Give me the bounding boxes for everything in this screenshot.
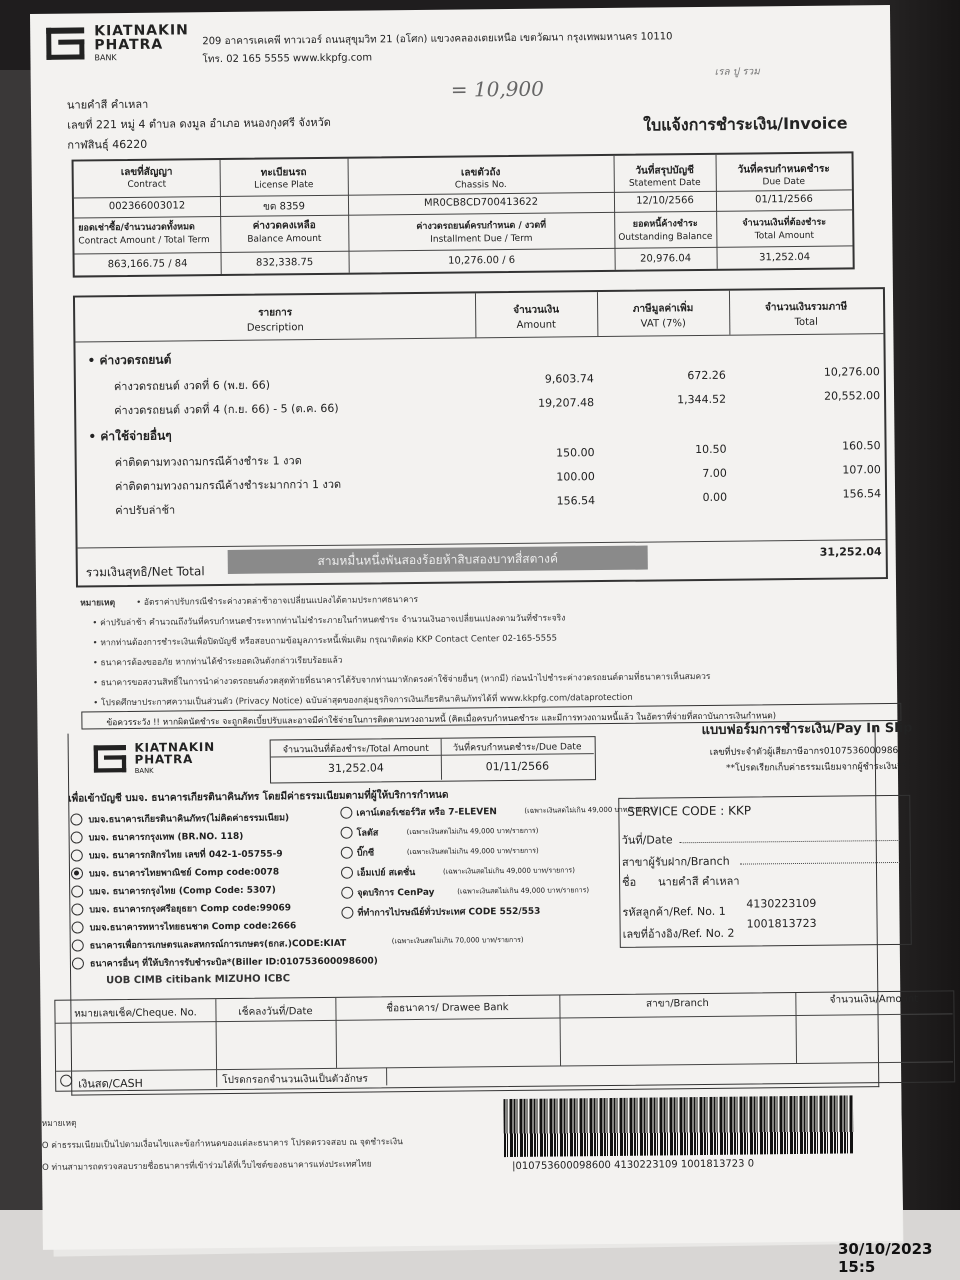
slip-due-date: 01/11/2566: [485, 759, 550, 774]
group-installments: • ค่างวดรถยนต์: [87, 352, 172, 368]
item-vat: 10.50: [695, 442, 727, 457]
header-chassis-th: เลขตัวถัง: [460, 167, 501, 179]
bank-option-label: บมจ.ธนาคารเกียรตินาคินภัทร(ไม่คิดค่าธรรมเนียม): [88, 813, 290, 826]
customer-name: นายคำสี คำเหลา: [66, 97, 149, 112]
item-amount: 150.00: [556, 446, 595, 460]
header-statement-th: วันที่สรุปบัญชี: [635, 165, 694, 177]
slip-tax-id: เลขที่ประจำตัวผู้เสียภาษีอากร0107536000986: [709, 745, 899, 758]
installment-due: 10,276.00 / 6: [448, 254, 516, 267]
summary-table: [72, 151, 855, 277]
items-table: [73, 287, 888, 587]
header-total-col-en: Total: [794, 316, 819, 329]
radio-bank[interactable]: [71, 831, 83, 843]
header-amount: จำนวนเงิน/Amount: [829, 993, 919, 1006]
item-amount: 9,603.74: [544, 372, 594, 386]
baac-limit-note: (เฉพาะเงินสดไม่เกิน 70,000 บาท/รายการ): [391, 935, 524, 946]
radio-bank[interactable]: [72, 957, 84, 969]
header-total-th: จำนวนเงินที่ต้องชำระ: [742, 217, 827, 229]
header-drawee-bank: ชื่อธนาคาร/ Drawee Bank: [386, 1002, 509, 1015]
item-description: ค่างวดรถยนต์ งวดที่ 4 (ก.ย. 66) - 5 (ต.ค. 66): [114, 401, 339, 418]
item-vat: 672.26: [687, 368, 726, 383]
radio-service[interactable]: [341, 907, 353, 919]
customer-address-2: กาฬสินธุ์ 46220: [67, 137, 148, 152]
radio-service[interactable]: [341, 847, 353, 859]
header-contract-en: Contract: [127, 179, 167, 190]
warning-box: ข้อควรระวัง !! หากผิดนัดชำระ จะถูกคิดเบี้ยปรับและอาจมีค่าใช้จ่ายในการติดตามทวงถามหนี้ (คิดเมื่อครบกำหนดชำระ และมีการทวงถามหนี้แล้ว ในอัตราที่จ่ายที่สถาบันการเงินกำหนด): [81, 703, 901, 730]
barcode-text: |010753600098600 4130223109 1001813723 0: [512, 1158, 755, 1173]
header-balance-th: ค่างวดคงเหลือ: [252, 220, 316, 232]
service-limit-note: (เฉพาะเงินสดไม่เกิน 49,000 บาท/รายการ): [406, 826, 539, 837]
header-vat-th: ภาษีมูลค่าเพิ่ม: [632, 303, 694, 315]
license-plate: ขต 8359: [262, 201, 306, 213]
header-amount-col-en: Amount: [516, 319, 556, 331]
item-total: 107.00: [842, 463, 881, 477]
item-total: 10,276.00: [823, 365, 880, 379]
item-description: ค่าติดตามทวงถามกรณีค้างชำระมากกว่า 1 งวด: [114, 477, 342, 494]
amount-in-words-label: โปรดกรอกจำนวนเงินเป็นตัวอักษร: [222, 1073, 368, 1087]
header-amount-col-th: จำนวนเงิน: [513, 304, 560, 316]
bank-option-label: บมจ. ธนาคารกรุงเทพ (BR.NO. 118): [88, 831, 244, 844]
service-code-box: [618, 795, 912, 948]
footer-note: O ท่านสามารถตรวจสอบรายชื่อธนาคารที่เข้าร่วมได้ที่เว็บไซต์ของธนาคารแห่งประเทศไทย: [42, 1159, 372, 1173]
header-installment-en: Installment Due / Term: [430, 233, 533, 245]
bank-address: 209 อาคารเคเคพี ทาวเวอร์ ถนนสุขุมวิท 21 (อโศก) แขวงคลองเตยเหนือ เขตวัฒนา กรุงเทพมหานคร 10110: [202, 31, 673, 48]
header-amount-th: ยอดเช่าซื้อ/จำนวนงวดทั้งหมด: [78, 222, 195, 234]
statement-date: 12/10/2566: [636, 195, 694, 207]
header-outstanding-th: ยอดหนี้ค้างชำระ: [632, 219, 698, 230]
bank-option-label: บมจ. ธนาคารกรุงศรีอยุธยา Comp code:99069: [89, 903, 292, 916]
radio-bank[interactable]: [72, 921, 84, 933]
service-limit-note: (เฉพาะเงินสดไม่เกิน 49,000 บาท/รายการ): [524, 805, 657, 815]
note-line: • ธนาคารขอสงวนสิทธิ์ในการนำค่างวดรถยนต์งวดสุดท้ายที่ธนาคารได้รับจากท่านมาหักตรงค่าใช้จ่ายอื่นๆ (หากมี) ก่อนนำไปชำระค่างวดรถยนต์ตามที่ธนาคารเห็นสมควร: [92, 671, 711, 689]
header-amount-en: Contract Amount / Total Term: [78, 235, 210, 247]
service-option-label: ที่ทำการไปรษณีย์ทั่วประเทศ CODE 552/553: [357, 906, 541, 919]
ref1-label: รหัสลูกค้า/Ref. No. 1: [622, 904, 726, 919]
slip-collect-fee: **โปรดเรียกเก็บค่าธรรมเนียมจากผู้ชำระเงิน**: [725, 761, 907, 774]
item-vat: 7.00: [702, 466, 727, 480]
logo-name-1: KIATNAKIN: [134, 740, 216, 756]
ref2-label: เลขที่อ้างอิง/Ref. No. 2: [622, 926, 735, 941]
contract-amount: 863,166.75 / 84: [107, 258, 188, 271]
footer-note: O ค่าธรรมเนียมเป็นไปตามเงื่อนไขและข้อกำหนดของแต่ละธนาคาร โปรดตรวจสอบ ณ จุดชำระเงิน: [41, 1137, 403, 1151]
cheque-table: [54, 990, 955, 1091]
radio-cash[interactable]: [60, 1075, 72, 1087]
bank-option-label: บมจ. ธนาคารกสิกรไทย เลขที่ 042-1-05755-9: [88, 849, 283, 862]
net-total-words: สามหมื่นหนึ่งพันสองร้อยห้าสิบสองบาทสี่สตางค์: [228, 546, 648, 574]
logo-name-3: BANK: [134, 766, 154, 775]
header-installment-th: ค่างวดรถยนต์ครบกำหนด / งวดที่: [416, 220, 547, 232]
payment-barcode: [503, 1095, 854, 1157]
service-option-label: โลตัส: [356, 828, 379, 839]
header-total-col-th: จำนวนเงินรวมภาษี: [764, 301, 848, 314]
header-statement-en: Statement Date: [628, 177, 701, 189]
header-chassis-en: Chassis No.: [454, 180, 507, 191]
bank-option-label: ธนาคารเพื่อการเกษตรและสหกรณ์การเกษตร(ธกส.)CODE:KIAT: [89, 938, 347, 952]
note-line: • โปรดศึกษาประกาศความเป็นส่วนตัว (Privacy Notice) ฉบับล่าสุดของกลุ่มธุรกิจการเงินเกียรตินาคินภัทรได้ที่ www.kkpfg.com/dataprotection: [93, 692, 633, 709]
slip-header-total: จำนวนเงินที่ต้องชำระ/Total Amount: [282, 743, 429, 756]
service-option-label: บิ๊กซี: [356, 848, 375, 859]
header-contract-th: เลขที่สัญญา: [120, 166, 173, 179]
item-total: 160.50: [842, 439, 881, 453]
header-plate-en: License Plate: [254, 180, 314, 191]
radio-bank[interactable]: [72, 939, 84, 951]
total-amount: 31,252.04: [759, 251, 811, 264]
item-description: ค่าติดตามทวงถามกรณีค้างชำระ 1 งวด: [114, 454, 302, 470]
item-vat: 0.00: [702, 490, 728, 504]
payer-name-label: ชื่อ: [622, 875, 637, 889]
slip-header-due: วันที่ครบกำหนดชำระ/Due Date: [452, 742, 582, 754]
radio-bank[interactable]: [71, 885, 83, 897]
header-cheque-no: หมายเลขเช็ค/Cheque. No.: [74, 1007, 197, 1020]
note-line: • หากท่านต้องการชำระเงินเพื่อปิดบัญชี หรือสอบถามข้อมูลภาระหนี้เพิ่มเติม กรุณาติดต่อ KKP Contact Center 02-165-5555: [92, 633, 558, 649]
group-other-expenses: • ค่าใช้จ่ายอื่นๆ: [88, 428, 172, 444]
bank-contact: โทร. 02 165 5555 www.kkpfg.com: [202, 52, 373, 66]
slip-intro: เพื่อเข้าบัญชี บมจ. ธนาคารเกียรตินาคินภัทร โดยมีค่าธรรมเนียมตามที่ผู้ให้บริการกำหนด: [68, 789, 449, 805]
logo-name-2: PHATRA: [94, 36, 164, 54]
ref2-value: 1001813723: [746, 916, 817, 931]
note-line: • ค่าปรับล่าช้า คำนวณถึงวันที่ครบกำหนดชำระหากท่านไม่ชำระภายในกำหนดชำระ จำนวนเงินอาจเปลี่ยนแปลงตามวันที่ชำระจริง: [92, 613, 566, 629]
item-total: 20,552.00: [823, 389, 881, 403]
item-total: 156.54: [842, 487, 882, 501]
partner-bank-logos: UOB CIMB citibank MIZUHO ICBC: [106, 973, 291, 987]
net-total-amount: 31,252.04: [819, 545, 882, 559]
header-description-en: Description: [246, 322, 304, 334]
chassis-number: MR0CB8CD700413622: [423, 196, 539, 209]
date-label[interactable]: วันที่/Date: [621, 833, 673, 847]
note-line: • ธนาคารต้องขออภัย หากท่านได้ชำระยอดเงินดังกล่าวเรียบร้อยแล้ว: [92, 655, 343, 669]
header-plate-th: ทะเบียนรถ: [260, 167, 307, 179]
radio-service[interactable]: [341, 827, 353, 839]
header-vat-en: VAT (7%): [640, 318, 686, 330]
bank-option-label: บมจ. ธนาคารกรุงไทย (Comp Code: 5307): [89, 885, 276, 898]
service-code: SERVICE CODE : KKP: [627, 803, 752, 819]
slip-total-amount: 31,252.04: [327, 761, 384, 775]
service-option-label: เอ็มเปย์ สเตชั่น: [356, 868, 416, 879]
item-amount: 156.54: [556, 494, 596, 508]
header-due-th: วันที่ครบกำหนดชำระ: [737, 163, 830, 176]
handwritten-note: เรล ปู รวม: [714, 66, 760, 78]
contract-number: 002366003012: [108, 200, 186, 213]
cash-label: เงินสด/CASH: [78, 1076, 143, 1091]
photo-timestamp: 30/10/2023 15:5: [838, 1240, 933, 1276]
service-option-label: จุดบริการ CenPay: [357, 887, 435, 899]
bank-option-label: บมจ. ธนาคารไทยพาณิชย์ Comp code:0078: [88, 867, 280, 880]
header-outstanding-en: Outstanding Balance: [618, 231, 713, 243]
bank-option-label: ธนาคารอื่นๆ ที่ให้บริการรับชำระบิล*(Biller ID:010753600098600): [89, 956, 378, 970]
service-limit-note: (เฉพาะเงินสดไม่เกิน 49,000 บาท/รายการ): [457, 886, 590, 896]
footer-notes-title: หมายเหตุ: [41, 1118, 77, 1129]
ref1-value: 4130223109: [746, 896, 817, 911]
net-total-label: รวมเงินสุทธิ/Net Total: [85, 564, 205, 580]
radio-service[interactable]: [341, 887, 353, 899]
due-date: 01/11/2566: [755, 193, 813, 206]
branch-label[interactable]: สาขาผู้รับฝาก/Branch: [621, 854, 730, 869]
service-option-label: เคาน์เตอร์เซอร์วิส หรือ 7-ELEVEN: [356, 807, 497, 819]
radio-bank-selected[interactable]: [71, 867, 83, 879]
header-cheque-date: เช็คลงวันที่/Date: [238, 1006, 313, 1018]
slip-amount-box: [270, 736, 596, 783]
document-title: ใบแจ้งการชำระเงิน/Invoice: [643, 113, 848, 135]
service-limit-note: (เฉพาะเงินสดไม่เกิน 49,000 บาท/รายการ): [406, 846, 539, 857]
radio-bank[interactable]: [70, 813, 82, 825]
note-line: • อัตราค่าปรับกรณีชำระค่างวดล่าช้าอาจเปลี่ยนแปลงได้ตามประกาศธนาคาร: [136, 594, 419, 608]
header-total-en: Total Amount: [754, 230, 815, 242]
header-due-en: Due Date: [762, 176, 806, 188]
logo-name-2: PHATRA: [134, 752, 194, 768]
radio-service[interactable]: [340, 807, 352, 819]
header-balance-en: Balance Amount: [247, 233, 322, 245]
radio-bank[interactable]: [71, 849, 83, 861]
item-amount: 100.00: [556, 470, 595, 484]
header-description-th: รายการ: [258, 307, 293, 319]
logo-name-1: KIATNAKIN: [94, 22, 189, 40]
item-vat: 1,344.52: [677, 392, 727, 407]
service-limit-note: (เฉพาะเงินสดไม่เกิน 49,000 บาท/รายการ): [442, 866, 575, 876]
logo-name-3: BANK: [94, 53, 117, 63]
payer-name: นายคำสี คำเหลา: [658, 874, 740, 889]
slip-title: แบบฟอร์มการชำระเงิน/Pay In Slip: [701, 720, 913, 739]
handwritten-amount: = 10,900: [450, 76, 545, 102]
notes-title: หมายเหตุ: [80, 598, 116, 609]
radio-service[interactable]: [341, 867, 353, 879]
item-amount: 19,207.48: [538, 396, 595, 410]
balance-amount: 832,338.75: [255, 257, 314, 269]
radio-bank[interactable]: [71, 903, 83, 915]
header-branch: สาขา/Branch: [645, 997, 709, 1010]
item-description: ค่างวดรถยนต์ งวดที่ 6 (พ.ย. 66): [113, 378, 271, 394]
customer-address-1: เลขที่ 221 หมู่ 4 ตำบล ดงมูล อำเภอ หนองกุงศรี จังหวัด: [67, 115, 331, 132]
outstanding-balance: 20,976.04: [640, 253, 692, 265]
invoice-sheet: [30, 5, 919, 1250]
bank-option-label: บมจ.ธนาคารทหารไทยธนชาต Comp code:2666: [89, 921, 297, 934]
item-description: ค่าปรับล่าช้า: [115, 503, 176, 518]
